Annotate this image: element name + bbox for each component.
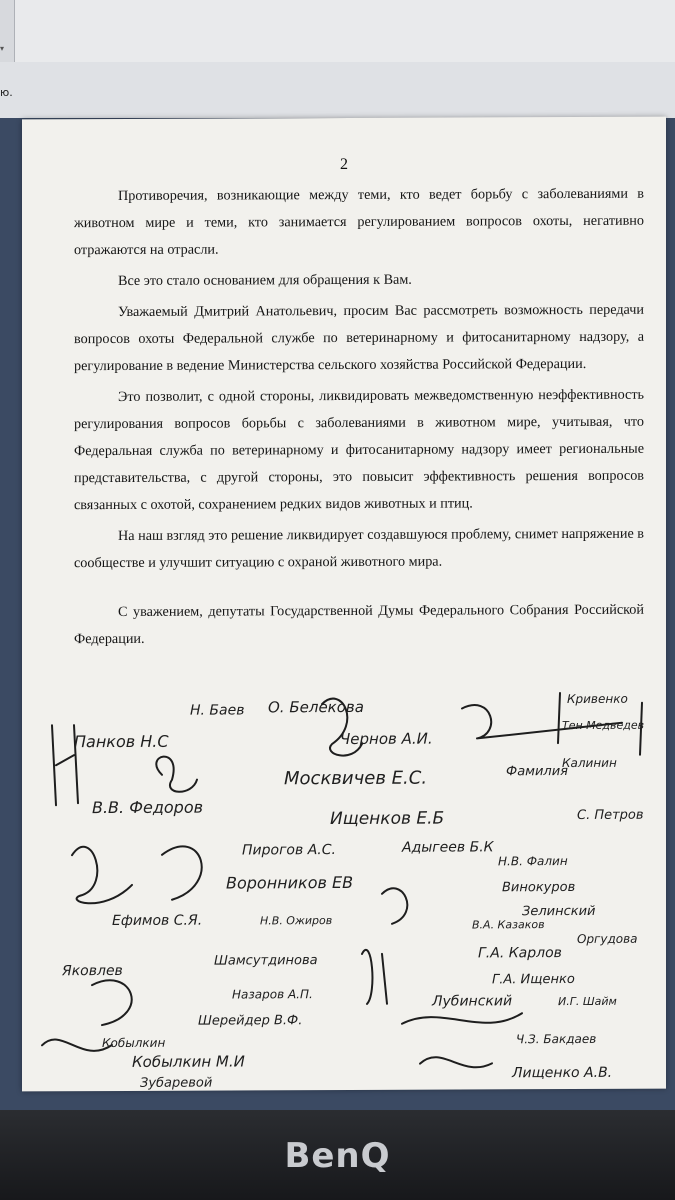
- signature: О. Белекова: [268, 697, 364, 717]
- document-page: [22, 117, 666, 1092]
- signature: Москвичев Е.С.: [284, 767, 428, 790]
- signature: В.В. Федоров: [92, 797, 204, 818]
- signature: Лубинский: [432, 993, 513, 1010]
- signature: Лищенко А.В.: [512, 1064, 613, 1082]
- signatures-block: [22, 683, 666, 1092]
- paragraph: Уважаемый Дмитрий Анатольевич, просим Вас рассмотреть возможность передачи вопросов охоты Федеральной службе по ветеринарному и фитосанитарному надзору, а регулирование в ведение Министерства сельского хозяйства Российской Федерации.: [74, 301, 644, 375]
- signature: Чернов А.И.: [340, 729, 433, 749]
- signature: Фамилия: [506, 764, 568, 780]
- signature: Ч.З. Бакдаев: [516, 1031, 597, 1047]
- paragraph: Это позволит, с одной стороны, ликвидировать межведомственную неэффективность регулирования вопросов борьбы с заболеваниями в животном мире, учитывая, что Федеральная служба по ветеринарному и фитосанитарному надзору имеет региональные представительства, с другой стороны, это повысит эффективность решения вопросов связанных с охотой, сохранением редких видов животных и птиц.: [74, 386, 644, 514]
- signature: Зелинский: [522, 903, 596, 920]
- page-number: 2: [340, 155, 348, 174]
- signature: Панков Н.С: [74, 731, 169, 752]
- letter-body: [74, 181, 644, 657]
- signature: Кобылкин: [102, 1035, 166, 1051]
- signature: Тен Медведев: [562, 718, 645, 733]
- monitor-bezel: [0, 1110, 675, 1200]
- signature: Г.А. Ищенко: [492, 971, 575, 988]
- application-toolbar: [0, 0, 675, 63]
- paragraph: Все это стало основанием для обращения к Вам.: [118, 271, 412, 289]
- signature: Г.А. Карлов: [478, 945, 562, 962]
- signatures-image: [22, 683, 666, 1092]
- signature: Оргудова: [577, 931, 638, 946]
- closing-line: С уважением, депутаты Государственной Думы Федерального Собрания Российской Федерации.: [74, 601, 644, 648]
- signature: Калинин: [562, 755, 617, 771]
- signature: Кобылкин М.И: [132, 1052, 245, 1071]
- signature: Кривенко: [567, 691, 628, 707]
- signature: Н. Баев: [189, 702, 245, 719]
- signature: В.А. Казаков: [472, 918, 545, 932]
- signature: Н.В. Фалин: [498, 854, 568, 869]
- brand-logo: BenQ: [284, 1136, 391, 1176]
- signature: Адыгеев Б.К: [402, 839, 494, 856]
- signature: И.Г. Шайм: [558, 994, 617, 1009]
- chevron-down-icon[interactable]: ▾: [0, 44, 5, 53]
- signature: Яковлев: [62, 962, 123, 980]
- signature: Шерейдер В.Ф.: [198, 1013, 303, 1029]
- status-text: ю.: [0, 86, 13, 99]
- signature: Назаров А.П.: [232, 987, 313, 1002]
- signature: Шамсутдинова: [214, 953, 318, 969]
- signature: Н.В. Ожиров: [260, 914, 333, 928]
- signature: Пирогов А.С.: [242, 842, 336, 859]
- signature: Воронников ЕВ: [226, 872, 354, 893]
- signature: С. Петров: [577, 807, 644, 823]
- signature: Винокуров: [502, 879, 576, 896]
- signature: Ищенков Е.Б: [330, 808, 445, 830]
- paragraph: Противоречия, возникающие между теми, кто ведет борьбу с заболеваниями в животном мире и теми, кто занимается регулированием вопросов охоты, негативно отражаются на отрасли.: [74, 185, 644, 259]
- signature: Ефимов С.Я.: [112, 912, 203, 930]
- paragraph: На наш взгляд это решение ликвидирует создавшуюся проблему, снимет напряжение в сообществе и улучшит ситуацию с охраной животного мира.: [74, 525, 644, 572]
- ruler-area: [0, 62, 675, 118]
- signature: Зубаревой: [140, 1075, 213, 1091]
